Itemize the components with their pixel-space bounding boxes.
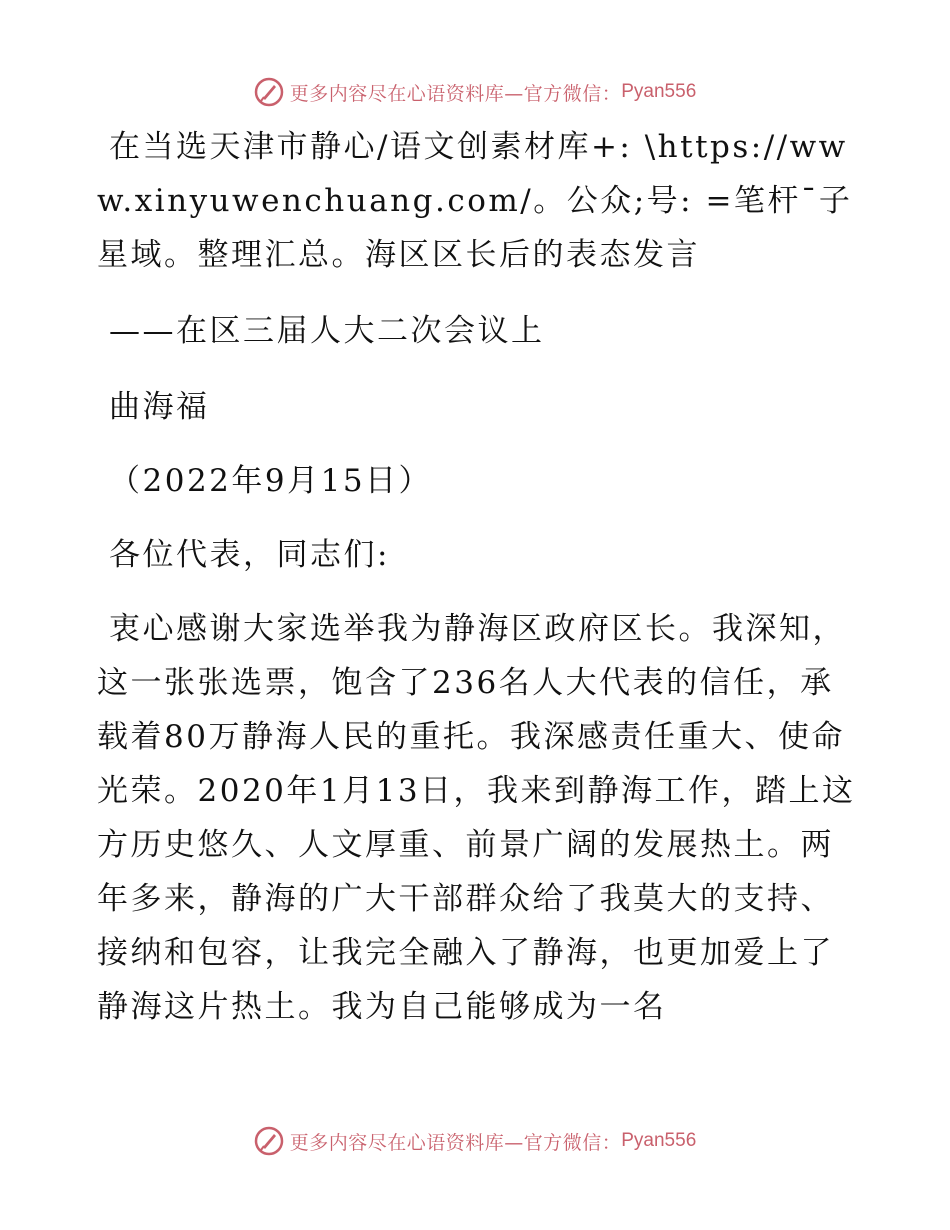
document-body <box>97 120 867 1034</box>
quill-logo-icon <box>254 1126 284 1156</box>
quill-logo-icon <box>254 77 284 107</box>
header-banner-text: 更多内容尽在心语资料库—官方微信： <box>289 82 622 105</box>
header-banner-wechat-id: Pyan556 <box>621 81 697 102</box>
footer-banner-wechat-id: Pyan556 <box>621 1130 697 1151</box>
footer-watermark-banner <box>0 1121 950 1161</box>
footer-banner-text: 更多内容尽在心语资料库—官方微信： <box>289 1131 622 1154</box>
body-paragraph-1: 衷心感谢大家选举我为静海区政府区长。我深知，这一张张选票，饱含了236名人大代表的信任，承载着80万静海人民的重托。我深感责任重大、使命光荣。2020年1月13日，我来到静海工作，踏上这方历史悠久、人文厚重、前景广阔的发展热土。两年多来，静海的广大干部群众给了我莫大的支持、接纳和包容，让我完全融入了静海，也更加爱上了静海这片热土。我为自己能够成为一名 <box>97 611 856 1025</box>
subtitle: ——在区三届人大二次会议上 <box>109 313 545 349</box>
speech-date: （2022年9月15日） <box>109 463 433 499</box>
header-watermark-banner <box>0 72 950 112</box>
salutation: 各位代表，同志们: <box>109 537 390 573</box>
author-name: 曲海福 <box>109 389 210 425</box>
intro-line: 在当选天津市静心/语文创素材库+: \https://www.xinyuwenchuang.com/。公众;号: =笔杆¯子星域。整理汇总。海区区长后的表态发言 <box>97 129 853 273</box>
